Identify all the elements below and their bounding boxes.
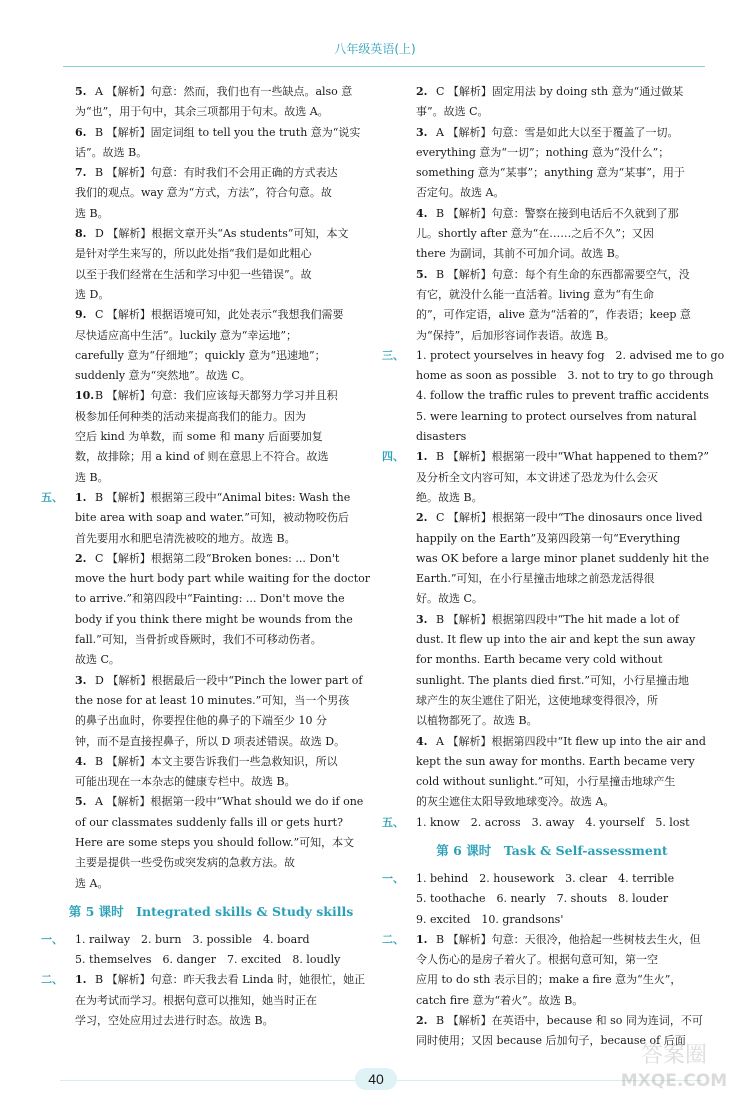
- answer-line: 及分析全文内容可知，本文讲述了恐龙为什么会灭: [416, 470, 658, 484]
- answer-line: B 【解析】固定词组 to tell you the truth 意为“说实: [95, 125, 361, 139]
- answer-line: B 【解析】句意：天很冷，他拾起一些树枝去生火，但: [436, 932, 701, 946]
- answer-line: 1. protect yourselves in heavy fog 2. advised me to go: [416, 348, 725, 362]
- item-number: 4.: [416, 206, 428, 220]
- answer-line: 球产生的灰尘遮住了阳光，这使地球变得很冷，所: [416, 693, 658, 707]
- watermark-logo: [618, 1038, 730, 1093]
- answer-item: [65, 752, 357, 793]
- watermark-text-2: MXQE.COM: [620, 1071, 728, 1091]
- answer-line: 同时使用；又因 because 后加句子，because of 后面: [416, 1034, 686, 1048]
- answer-item: [406, 610, 698, 732]
- answer-line: 我们的观点。way 意为“方式，方法”，符合句意。故: [75, 186, 332, 200]
- answer-line: 有它，就没什么能一直活着。living 意为“有生命: [416, 287, 655, 301]
- answer-line: 以植物都死了。故选 B。: [416, 714, 538, 728]
- answer-line: D 【解析】根据文章开头“As students”可知，本文: [95, 227, 349, 241]
- answer-line: 1. railway 2. burn 3. possible 4. board: [75, 932, 310, 946]
- item-number: 4.: [75, 754, 87, 768]
- answer-line: 极参加任何种类的活动来提高我们的能力。因为: [75, 409, 306, 423]
- answer-line: 的”，可作定语，alive 意为“活着的”，作表语；keep 意: [416, 308, 691, 322]
- answer-line: C 【解析】根据第一段中“The dinosaurs once lived: [436, 511, 703, 525]
- answer-item: [65, 792, 364, 893]
- left-column: [41, 82, 371, 1031]
- section-marker: 三、: [382, 348, 404, 362]
- answer-line: disasters: [416, 430, 467, 444]
- answer-line: to arrive.”和第四段中“Fainting: ... Don't move the: [75, 592, 345, 606]
- answer-line: kept the sun away for months. Earth became very: [416, 754, 695, 768]
- answer-line: 主要是提供一些受伤或突发病的急救方法。故: [75, 856, 295, 870]
- answer-line: 绝。故选 B。: [416, 490, 483, 504]
- answer-line: dust. It flew up into the air and kept the sun away: [416, 633, 696, 647]
- answer-line: C 【解析】根据语境可知，此处表示“我想我们需要: [95, 308, 344, 322]
- item-number: 3.: [416, 125, 428, 139]
- answer-line: A 【解析】句意：然而，我们也有一些缺点。also 意: [95, 85, 353, 98]
- answer-line: 的鼻子出血时，你要捏住他的鼻子的下端至少 10 分: [75, 714, 327, 728]
- answer-line: 的灰尘遮住太阳导致地球变冷。故选 A。: [416, 795, 615, 809]
- answer-line: B 【解析】本文主要告诉我们一些急救知识，所以: [95, 754, 338, 768]
- answer-line: 1. behind 2. housework 3. clear 4. terrible: [416, 871, 675, 885]
- item-number: 2.: [416, 1014, 428, 1028]
- item-number: 5.: [416, 267, 428, 281]
- answer-line: suddenly 意为“突然地”。故选 C。: [75, 369, 251, 383]
- answer-line: 话”。故选 B。: [75, 145, 148, 159]
- answer-line: C 【解析】根据第二段“Broken bones: ... Don't: [95, 551, 340, 565]
- answer-line: 选 A。: [75, 876, 109, 890]
- item-number: 5.: [75, 85, 87, 98]
- item-number: 1.: [416, 932, 428, 946]
- answer-line: Earth.”可知，在小行星撞击地球之前恐龙活得很: [416, 572, 655, 586]
- answer-line: 以至于我们经常在生活和学习中犯一些错误”。故: [75, 267, 312, 281]
- lesson-title: 第 6 课时 Task & Self-assessment: [436, 842, 668, 858]
- answer-line: D 【解析】根据最后一段中“Pinch the lower part of: [95, 673, 363, 687]
- answer-line: was OK before a large minor planet suddenly hit the: [416, 551, 710, 565]
- page-number: 40: [355, 1068, 397, 1090]
- answer-line: B 【解析】根据第三段中“Animal bites: Wash the: [95, 490, 351, 504]
- answer-line: 5. were learning to protect ourselves from natural: [416, 409, 697, 423]
- answer-item: [65, 488, 357, 549]
- answer-item: [65, 123, 361, 164]
- answer-line: B 【解析】根据第一段中“What happened to them?”: [436, 450, 709, 464]
- item-number: 1.: [416, 450, 428, 464]
- item-number: 5.: [75, 795, 87, 809]
- answer-line: A 【解析】句意：雪是如此大以至于覆盖了一切。: [436, 125, 679, 139]
- answer-item: [406, 265, 698, 346]
- answer-item: [65, 305, 357, 386]
- section-marker: 二、: [41, 973, 63, 987]
- answer-line: home as soon as possible 3. not to try to go through: [416, 369, 714, 383]
- item-number: 10.: [75, 389, 95, 403]
- answer-line: 在为考试而学习。根据句意可以推知，她当时正在: [75, 993, 317, 1007]
- answer-line: 是针对学生来写的，所以此处指“我们是如此粗心: [75, 247, 312, 261]
- answer-line: 好。故选 C。: [416, 592, 483, 606]
- answer-line: catch fire 意为“着火”。故选 B。: [416, 993, 584, 1007]
- answer-line: the nose for at least 10 minutes.”可知，当一个男孩: [75, 693, 350, 707]
- answer-line: B 【解析】句意：我们应该每天都努力学习并且积: [95, 389, 338, 403]
- answer-line: bite area with soap and water.”可知，被动物咬伤后: [75, 511, 349, 525]
- header-rule: [63, 66, 705, 67]
- answer-line: B 【解析】根据第四段中“The hit made a lot of: [436, 612, 679, 626]
- answer-line: 令人伤心的是房子着火了。根据句意可知，第一空: [416, 953, 658, 967]
- answer-item: [406, 930, 701, 1011]
- answer-line: 为“保持”，后加形容词作表语。故选 B。: [416, 328, 615, 342]
- section-marker: 一、: [41, 932, 63, 946]
- answer-line: happily on the Earth”及第四段第一句“Everything: [416, 531, 681, 545]
- answer-line: A 【解析】根据第一段中“What should we do if one: [95, 795, 364, 809]
- answer-line: B 【解析】在英语中，because 和 so 同为连词，不可: [436, 1014, 703, 1028]
- answer-line: A 【解析】根据第四段中“It flew up into the air and: [436, 734, 706, 748]
- item-number: 1.: [75, 490, 87, 504]
- answer-line: B 【解析】句意：警察在接到电话后不久就到了那: [436, 206, 679, 220]
- answer-item: [406, 447, 709, 508]
- item-number: 4.: [416, 734, 428, 748]
- answer-line: 事”。故选 C。: [416, 105, 489, 119]
- answer-line: there 为副词，其前不可加介词。故选 B。: [416, 247, 626, 261]
- answer-line: 为“也”，用于句中，其余三项都用于句末。故选 A。: [75, 105, 329, 119]
- answer-line: 5. toothache 6. nearly 7. shouts 8. louder: [416, 892, 669, 906]
- answer-line: 9. excited 10. grandsons': [416, 912, 564, 926]
- answer-line: 4. follow the traffic rules to prevent traffic accidents: [416, 389, 709, 403]
- answer-line: 选 D。: [75, 287, 110, 301]
- answer-line: B 【解析】句意：有时我们不会用正确的方式表达: [95, 166, 338, 180]
- answer-item: [65, 386, 357, 487]
- answer-line: something 意为“某事”；anything 意为“某事”，用于: [416, 166, 685, 180]
- section-marker: 四、: [382, 450, 404, 464]
- answer-line: 否定句。故选 A。: [416, 186, 505, 200]
- answer-line: 首先要用水和肥皂清洗被咬的地方。故选 B。: [75, 531, 296, 545]
- answer-item: [65, 82, 357, 123]
- answer-line: 1. know 2. across 3. away 4. yourself 5. lost: [416, 815, 690, 829]
- answer-line: sunlight. The plants died first.”可知，小行星撞击地: [416, 673, 689, 687]
- item-number: 7.: [75, 166, 87, 180]
- answer-line: 数，故排除；用 a kind of 则在意思上不符合。故选: [75, 450, 329, 464]
- answer-line: everything 意为“一切”；nothing 意为“没什么”；: [416, 145, 670, 159]
- answer-line: fall.”可知，当骨折或昏厥时，我们不可移动伤者。: [75, 633, 322, 647]
- answer-item: [65, 671, 363, 752]
- answer-line: 应用 to do sth 表示目的；make a fire 意为“生火”，: [416, 973, 682, 987]
- answer-line: carefully 意为“仔细地”；quickly 意为“迅速地”；: [75, 348, 326, 362]
- item-number: 2.: [75, 551, 87, 565]
- answer-line: 5. themselves 6. danger 7. excited 8. loudly: [75, 953, 341, 967]
- item-number: 3.: [75, 673, 87, 687]
- section-marker: 五、: [382, 815, 404, 829]
- answer-line: for months. Earth became very cold without: [416, 653, 663, 667]
- answer-item: [406, 82, 698, 123]
- right-column: [382, 82, 725, 1052]
- answer-line: cold without sunlight.”可知，小行星撞击地球产生: [416, 775, 676, 789]
- answer-item: [406, 508, 710, 609]
- answer-item: [65, 970, 366, 1031]
- answer-item: [65, 163, 357, 224]
- page-header-title: 八年级英语(上): [334, 42, 416, 56]
- answer-line: 儿。shortly after 意为“在……之后不久”；又因: [416, 227, 654, 241]
- item-number: 8.: [75, 227, 87, 241]
- answer-line: move the hurt body part while waiting for the doctor: [75, 572, 371, 586]
- answer-line: B 【解析】句意：每个有生命的东西都需要空气，没: [436, 267, 690, 281]
- answer-item: [65, 224, 357, 305]
- answer-item: [65, 549, 371, 671]
- item-number: 1.: [75, 973, 87, 987]
- answer-line: 故选 C。: [75, 653, 120, 667]
- answer-line: 选 B。: [75, 206, 109, 220]
- section-marker: 二、: [382, 932, 404, 946]
- answer-line: Here are some steps you should follow.”可知，本文: [75, 835, 355, 849]
- answer-line: 选 B。: [75, 470, 109, 484]
- answer-line: 空后 kind 为单数，而 some 和 many 后面要加复: [75, 430, 323, 444]
- item-number: 6.: [75, 125, 87, 139]
- answer-item: [406, 123, 698, 204]
- item-number: 3.: [416, 612, 428, 626]
- watermark-text-1: 答案圈: [640, 1043, 708, 1068]
- answer-line: 可能出现在一本杂志的健康专栏中。故选 B。: [75, 775, 296, 789]
- item-number: 2.: [416, 511, 428, 525]
- answer-item: [406, 204, 698, 265]
- lesson-title: 第 5 课时 Integrated skills & Study skills: [68, 903, 354, 919]
- answer-line: C 【解析】固定用法 by doing sth 意为“通过做某: [436, 85, 684, 98]
- answer-line: 学习，空处应用过去进行时态。故选 B。: [75, 1014, 274, 1028]
- answer-line: B 【解析】句意：昨天我去看 Linda 时，她很忙，她正: [95, 973, 366, 987]
- answer-line: 钟，而不是直接捏鼻子，所以 D 项表述错误。故选 D。: [75, 734, 346, 748]
- answer-line: 尽快适应高中生活”。luckily 意为“幸运地”；: [75, 328, 298, 342]
- answer-line: of our classmates suddenly falls ill or gets hurt?: [75, 815, 343, 829]
- section-marker: 五、: [41, 490, 63, 504]
- answer-line: body if you think there might be wounds from the: [75, 612, 353, 626]
- item-number: 2.: [416, 85, 428, 98]
- section-marker: 一、: [382, 871, 404, 885]
- answer-item: [406, 732, 706, 813]
- item-number: 9.: [75, 308, 87, 322]
